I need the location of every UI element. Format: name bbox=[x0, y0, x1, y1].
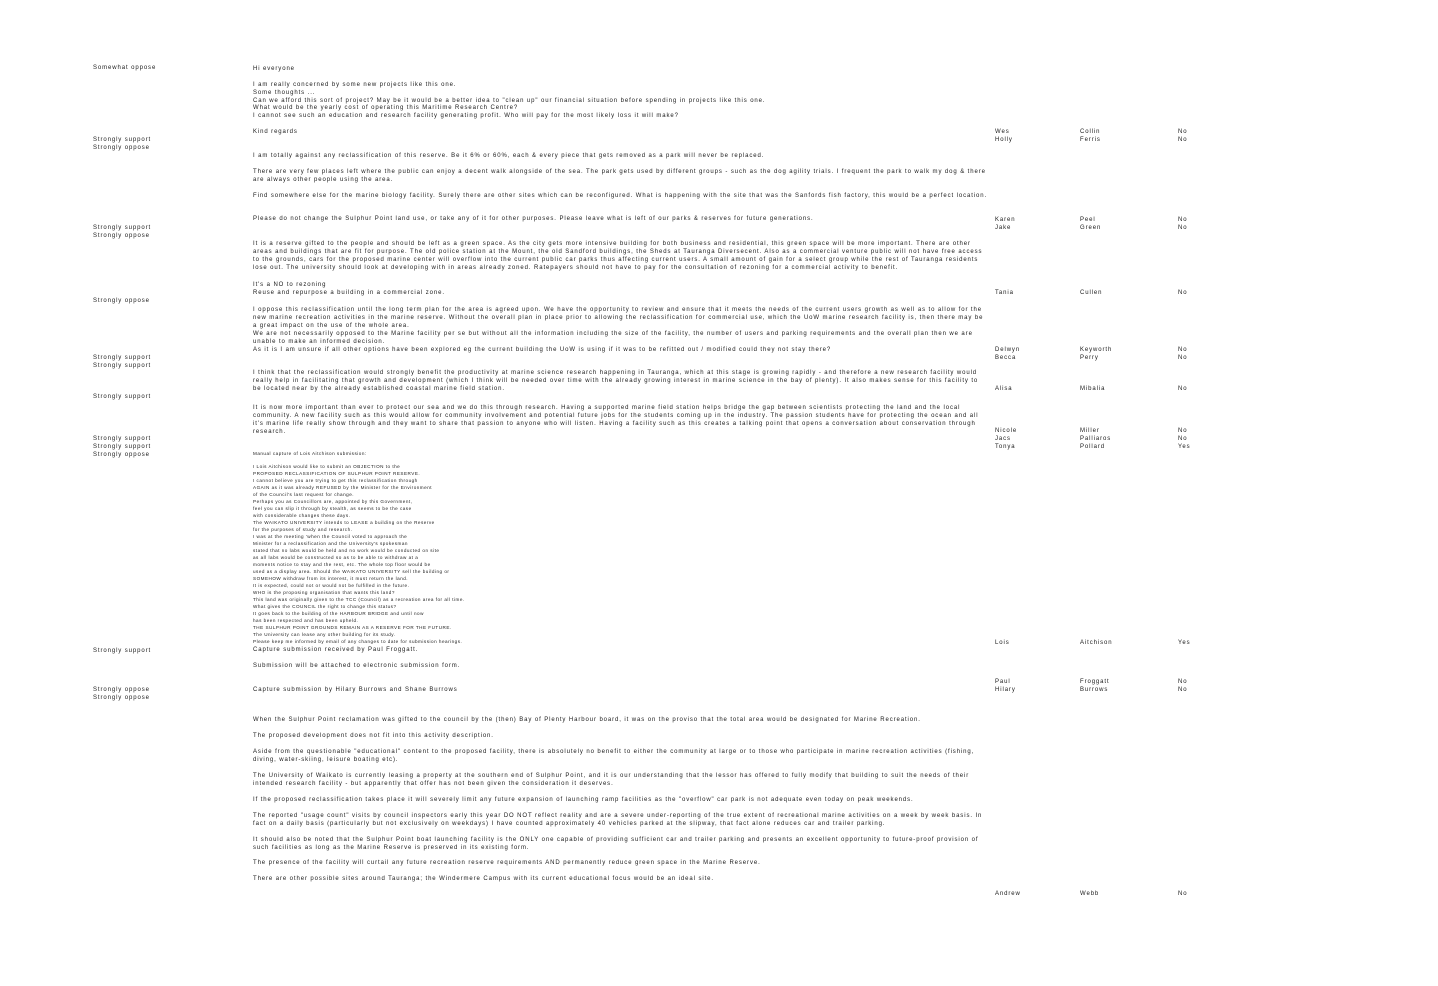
stance-cell: Strongly support bbox=[93, 394, 152, 400]
first-name-cell: Hilary bbox=[995, 687, 1016, 693]
stance-cell: Strongly oppose bbox=[93, 145, 150, 151]
stance-cell: Strongly support bbox=[93, 137, 152, 143]
first-name-cell: Alisa bbox=[995, 386, 1013, 392]
last-name-cell: Perry bbox=[1080, 355, 1099, 361]
flag-cell: No bbox=[1178, 290, 1188, 296]
last-name-cell: Palliaros bbox=[1080, 436, 1112, 442]
comment-line: Manual capture of Lois Aitchison submission: bbox=[253, 451, 367, 456]
comment-line: THE SULPHUR POINT GROUNDS REMAIN AS A RESERVE FOR THE FUTURE. bbox=[253, 625, 452, 630]
stance-cell: Strongly support bbox=[93, 648, 152, 654]
flag-cell: No bbox=[1178, 436, 1188, 442]
first-name-cell: Wes bbox=[995, 129, 1010, 135]
comment-line: I think that the reclassification would strongly benefit the productivity at marine science research happening in Tauranga, which at this stage is growing rapidly - and therefore a new research facility would really help in facilitating that growth and development (which I think will be needed over time with the already growing interest in marine science in the bay of plenty). It also makes sense for this facility to be located near by the already established coastal marine field station. bbox=[253, 370, 979, 392]
comment-line: WHO is the proposing organisation that wants this land? bbox=[253, 590, 395, 595]
comment-line: It is a reserve gifted to the people and should be left as a green space. As the city gets more intensive building for both business and residential, this green space will be more important. There are other areas and buildings that are fit for purpose. The old police station at the Mount, the old Sandford buildings, the Sheds at Tauranga Diversecent. Also as a commercial venture public will not have free access to the grounds, cars for the proposed marine center will overflow into the current public car parks thus affecting current users. A small amount of gain for a select group while the rest of Tauranga residents lose out. The university should look at developing with in areas already zoned. Ratepayers should not have to pay for the consultation of rezoning for a commercial activity to benefit. bbox=[253, 241, 983, 271]
comment-line: The proposed development does not fit into this activity description. bbox=[253, 733, 494, 739]
comment-line: It is expected, could not or would not be fulfilled in the future. bbox=[253, 583, 410, 588]
flag-cell: No bbox=[1178, 347, 1188, 353]
flag-cell: No bbox=[1178, 129, 1188, 135]
flag-cell: No bbox=[1178, 679, 1188, 685]
comment-line: Kind regards bbox=[253, 129, 298, 135]
last-name-cell: Burrows bbox=[1080, 687, 1109, 693]
comment-line: This land was originally given to the TCC (Council) as a recreation area for all time. bbox=[253, 597, 465, 602]
comment-line: It is now more important than ever to protect our sea and we do this through research. Having a supported marine field station helps bridge the gap between scientists protecting the land and the local community. A new facility such as this would allow for community involvement and potential future jobs for the students coming up in the industry. The passion students have for protecting the ocean and all it's marine life really show through and they want to share that passion to anyone who will listen. Having a facility such as this creates a talking point that opens a conversation about conservation through research. bbox=[253, 405, 979, 435]
comment-line: I am totally against any reclassification of this reserve. Be it 6% or 60%, each & every piece that gets removed as a park will never be replaced. bbox=[253, 153, 765, 159]
comment-line: We are not necessarily opposed to the Marine facility per se but without all the information including the size of the facility, the number of users and parking requirements and the overall plan then we are unable to make an informed decision. bbox=[253, 331, 973, 345]
flag-cell: No bbox=[1178, 137, 1188, 143]
first-name-cell: Tonya bbox=[995, 444, 1016, 450]
comment-line: feel you can slip it through by stealth, as seems to be the case bbox=[253, 506, 412, 511]
stance-cell: Strongly oppose bbox=[93, 233, 150, 239]
comment-line: I cannot see such an education and research facility generating profit. Who will pay for the most likely loss it will make? bbox=[253, 113, 679, 119]
comment-line: I was at the meeting 'when the Council voted to approach the bbox=[253, 534, 408, 539]
last-name-cell: Miller bbox=[1080, 428, 1100, 434]
comment-line: Hi everyone bbox=[253, 66, 295, 72]
comment-line: What would be the yearly cost of operating this Maritime Research Centre? bbox=[253, 105, 519, 111]
flag-cell: Yes bbox=[1178, 444, 1191, 450]
stance-cell: Strongly support bbox=[93, 444, 152, 450]
comment-line: Aside from the questionable "educational" content to the proposed facility, there is absolutely no benefit to either the community at large or to those who participate in marine recreation activities (fishing, diving, water-skiing, leisure boating etc). bbox=[253, 749, 975, 763]
comment-line: As it is I am unsure if all other options have been explored eg the current building the UoW is using if it was to be refitted out / modified could they not stay there? bbox=[253, 347, 832, 353]
first-name-cell: Delwyn bbox=[995, 347, 1021, 353]
first-name-cell: Andrew bbox=[995, 891, 1021, 897]
comment-line: Some thoughts ... bbox=[253, 90, 316, 96]
comment-line: It should also be noted that the Sulphur Point boat launching facility is the ONLY one capable of providing sufficient car and trailer parking and presents an excellent opportunity to future-proof provision of such facilities as long as the Marine Reserve is preserved in its existing form. bbox=[253, 837, 979, 851]
comment-line: for the purposes of study and research. bbox=[253, 527, 353, 532]
comment-line: Perhaps you as Councillors are, appointed by this Government, bbox=[253, 499, 413, 504]
comment-line: has been respected and has been upheld. bbox=[253, 618, 359, 623]
stance-cell: Strongly oppose bbox=[93, 452, 150, 458]
comment-line: Find somewhere else for the marine biology facility. Surely there are other sites which can be reconfigured. What is happening with the site that was the Sanfords fish factory, this would be a perfect location. bbox=[253, 193, 988, 199]
flag-cell: No bbox=[1178, 428, 1188, 434]
comment-line: used as a display area. Should the WAIKATO UNIVERSITY sell the building or bbox=[253, 569, 450, 574]
comment-line: The University can lease any other building for its study. bbox=[253, 632, 396, 637]
comment-line: The WAIKATO UNIVERSITY intends to LEASE a building on the Reserve bbox=[253, 520, 435, 525]
stance-cell: Strongly support bbox=[93, 436, 152, 442]
comment-line: Reuse and repurpose a building in a commercial zone. bbox=[253, 290, 445, 296]
flag-cell: No bbox=[1178, 687, 1188, 693]
comment-line: AGAIN as it was already REFUSED by the Minister for the Environment bbox=[253, 485, 433, 490]
comment-line: There are other possible sites around Tauranga; the Windermere Campus with its current educational focus would be an ideal site. bbox=[253, 876, 714, 882]
last-name-cell: Ferris bbox=[1080, 137, 1101, 143]
comment-line: The reported "usage count" visits by council inspectors early this year DO NOT reflect reality and are a severe under-reporting of the true extent of recreational marine activities on a week by week basis. In fact on a daily basis (particularly but not exclusively on weekdays) I have counted approximately 40 vehicles parked at the slipway, that fact alone reduces car and trailer parking. bbox=[253, 813, 983, 827]
comment-line: Please do not change the Sulphur Point land use, or take any of it for other purposes. Please leave what is left of our parks & reserves for future generations. bbox=[253, 216, 814, 222]
last-name-cell: Mibalia bbox=[1080, 386, 1106, 392]
comment-line: SOMEHOW withdraw from its interest, it must return the land. bbox=[253, 576, 409, 581]
comment-line: I Lois Aitchison would like to submit an OBJECTION to the bbox=[253, 464, 401, 469]
comment-line: with considerable changes these days. bbox=[253, 513, 351, 518]
comment-line: Capture submission received by Paul Froggatt. bbox=[253, 647, 419, 653]
flag-cell: Yes bbox=[1178, 640, 1191, 646]
last-name-cell: Green bbox=[1080, 225, 1102, 231]
stance-cell: Strongly oppose bbox=[93, 298, 150, 304]
comment-line: Can we afford this sort of project? May be it would be a better idea to "clean up" our financial situation before spending in projects like this one. bbox=[253, 98, 766, 104]
last-name-cell: Froggatt bbox=[1080, 679, 1110, 685]
comment-line: I cannot believe you are trying to get this reclassification through bbox=[253, 478, 418, 483]
comment-line: It's a NO to rezoning bbox=[253, 282, 327, 288]
first-name-cell: Becca bbox=[995, 355, 1017, 361]
stance-cell: Strongly oppose bbox=[93, 695, 150, 701]
comment-line: Capture submission by Hilary Burrows and Shane Burrows bbox=[253, 687, 458, 693]
comment-line: of the Council's last request for change. bbox=[253, 492, 355, 497]
comment-line: stated that no labs would be held and no work would be conducted on site bbox=[253, 548, 440, 553]
flag-cell: No bbox=[1178, 891, 1188, 897]
comment-line: Please keep me informed by email of any changes to date for submission hearings. bbox=[253, 639, 463, 644]
comment-line: It goes back to the building of the HARBOUR BRIDGE and until now bbox=[253, 611, 424, 616]
stance-cell: Strongly oppose bbox=[93, 687, 150, 693]
last-name-cell: Peel bbox=[1080, 217, 1096, 223]
comment-line: PROPOSED RECLASSIFICATION OF SULPHUR POINT RESERVE. bbox=[253, 471, 421, 476]
last-name-cell: Pollard bbox=[1080, 444, 1105, 450]
first-name-cell: Karen bbox=[995, 217, 1016, 223]
flag-cell: No bbox=[1178, 355, 1188, 361]
last-name-cell: Cullen bbox=[1080, 290, 1103, 296]
stance-cell: Strongly support bbox=[93, 225, 152, 231]
stance-cell: Somewhat oppose bbox=[93, 65, 157, 71]
first-name-cell: Nicole bbox=[995, 428, 1018, 434]
last-name-cell: Webb bbox=[1080, 891, 1100, 897]
first-name-cell: Holly bbox=[995, 137, 1013, 143]
comment-line: as all labs would be constructed so as to be able to withdraw at a bbox=[253, 555, 419, 560]
comment-line: There are very few places left where the public can enjoy a decent walk alongside of the sea. The park gets used by different groups - such as the dog agility trials. I frequent the park to walk my dog & there are always other people using the area. bbox=[253, 169, 986, 183]
last-name-cell: Aitchison bbox=[1080, 640, 1113, 646]
last-name-cell: Collin bbox=[1080, 129, 1101, 135]
first-name-cell: Jake bbox=[995, 225, 1012, 231]
comment-line: Minister for a reclassification and the University's spokesman bbox=[253, 541, 408, 546]
comment-line: The presence of the facility will curtail any future recreation reserve requirements AND permanently reduce green space in the Marine Reserve. bbox=[253, 860, 761, 866]
first-name-cell: Tania bbox=[995, 290, 1014, 296]
last-name-cell: Keyworth bbox=[1080, 347, 1113, 353]
comment-line: What gives the COUNCIL the right to change this status? bbox=[253, 604, 397, 609]
first-name-cell: Lois bbox=[995, 640, 1010, 646]
first-name-cell: Jacs bbox=[995, 436, 1011, 442]
flag-cell: No bbox=[1178, 217, 1188, 223]
flag-cell: No bbox=[1178, 386, 1188, 392]
stance-cell: Strongly support bbox=[93, 355, 152, 361]
flag-cell: No bbox=[1178, 225, 1188, 231]
comment-line: I oppose this reclassification until the long term plan for the area is agreed upon. We have the opportunity to review and ensure that it meets the needs of the current users growth as well as to allow for the new marine recreation activities in the marine reserve. Without the overall plan in place prior to allowing the reclassification for commercial use, which the UoW marine research facility is, then there may be a great impact on the use of the whole area. bbox=[253, 307, 984, 329]
first-name-cell: Paul bbox=[995, 679, 1011, 685]
comment-line: When the Sulphur Point reclamation was gifted to the council by the (then) Bay of Plenty Harbour board, it was on the proviso that the total area would be designated for Marine Recreation. bbox=[253, 717, 921, 723]
stance-cell: Strongly support bbox=[93, 363, 152, 369]
comment-line: The University of Waikato is currently leasing a property at the southern end of Sulphur Point, and it is our understanding that the lessor has offered to fully modify that building to suit the needs of their intended research facility - but apparently that offer has not been given the consideration it deserves. bbox=[253, 773, 970, 787]
comment-line: If the proposed reclassification takes place it will severely limit any future expansion of launching ramp facilities as the "overflow" car park is not adequate even today on peak weekends. bbox=[253, 797, 914, 803]
comment-line: moments notice to stay and the rest, etc. The whole top floor would be bbox=[253, 562, 431, 567]
comment-line: Submission will be attached to electronic submission form. bbox=[253, 663, 461, 669]
comment-line: I am really concerned by some new projects like this one. bbox=[253, 82, 457, 88]
